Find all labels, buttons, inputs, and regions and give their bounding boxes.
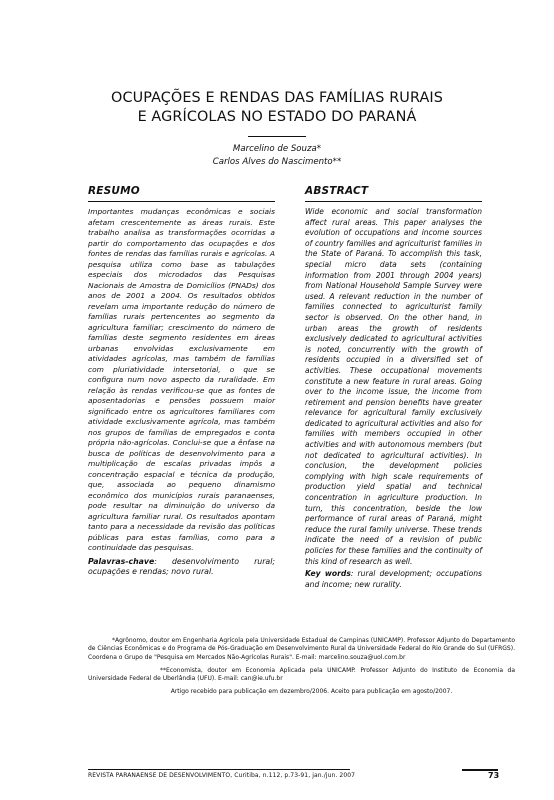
abstract-keywords-label: Key words — [305, 569, 351, 579]
resumo-text: Importantes mudanças econômicas e sociais afetam crescentemente as áreas rurais. Este trabalho analisa as transformações ocorridas a partir do comportamento das ocupações e dos fontes de rendas das famílias rurais e agrícolas. A pesquisa utiliza como base as tabulações especiais dos microdados das Pesquisas Nacionais de Amostra de Domicílios (PNADs) dos anos de 2001 a 2004. Os resultados obtidos revelam uma importante redução do número de famílias rurais pertencentes ao segmento da agricultura familiar; crescimento do número de famílias deste segmento residentes em áreas urbanas envolvidas exclusivamente em atividades agrícolas, mas também de famílias com pluriatividade intersetorial, o que se configura num novo aspecto da ruralidade. Em relação às rendas verificou-se que as fontes de aposentadorias e pensões possuem maior significado entre os agricultores familiares com atividade exclusivamente agrícola, mas também nos grupos de famílias de empregados e conta própria não-agrícolas. Conclui-se que a ênfase na busca de políticas de desenvolvimento para a multiplicação de escalas privadas impôs a concentração espacial e técnica da produção, que, associada ao pequeno dinamismo econômico dos municípios rurais paranaenses, pode resultar na diminuição do universo da agricultura familiar rural. Os resultados apontam tanto para a necessidade da revisão das políticas públicas para estas famílias, como para a continuidade das pesquisas. — [88, 207, 275, 552]
abstract-keywords — [305, 569, 482, 590]
resumo-keywords-label: Palavras-chave — [88, 556, 155, 566]
footnote-author-2: **Economista, doutor em Economia Aplicada pela UNICAMP. Professor Adjunto do Instituto de Economia da Universidade Federal de Uberlândia (UFU). E-mail: can@ie.ufu.br — [88, 666, 515, 683]
footnotes — [88, 637, 515, 702]
abstract-column — [305, 185, 482, 590]
footer-divider — [88, 769, 350, 770]
resumo-keywords-text: : desenvolvimento rural; ocupações e rendas; novo rural. — [88, 556, 275, 577]
abstract-heading: ABSTRACT — [305, 185, 482, 202]
resumo-column — [88, 185, 275, 578]
title-divider — [248, 136, 306, 137]
abstract-text: Wide economic and social transformation affect rural areas. This paper analyses the evolution of occupations and income sources of country families and agriculturist families in the State of Paraná. To accomplish this task, special micro data sets (containing information from 2001 through 2004 years) from National Household Sample Survey were used. A relevant reduction in the number of families connected to agriculturist family sector is observed. On the other hand, in urban areas the growth of residents exclusively dedicated to agricultural activities is noted, concurrently with the growth of residents occupied in a diversified set of activities. These occupational movements constitute a new feature in rural areas. Going over to the income issue, the income from retirement and pension benefits have greater relevance for agricultural family exclusively dedicated to agricultural activities and also for families with members occupied in other activities and with autonomous members (but not dedicated to agricultural activities). In conclusion, the development policies complying with high scale requirements of production yield spatial and technical concentration in agriculture production. In turn, this concentration, beside the low performance of rural areas of Paraná, might reduce the rural family universe. These trends indicate the need of a revision of public policies for these families and the continuity of this kind of research as well. — [305, 207, 482, 566]
journal-citation: REVISTA PARANAENSE DE DESENVOLVIMENTO, Curitiba, n.112, p.73-91, jan./jun. 2007 — [88, 772, 356, 779]
resumo-heading: RESUMO — [88, 185, 275, 202]
author-1: Marcelino de Souza* — [232, 144, 322, 154]
article-title — [40, 89, 514, 127]
title-line-2: E AGRÍCOLAS NO ESTADO DO PARANÁ — [137, 109, 417, 125]
title-line-1: OCUPAÇÕES E RENDAS DAS FAMÍLIAS RURAIS — [111, 90, 443, 106]
footnote-author-1: *Agrônomo, doutor em Engenharia Agrícola pela Universidade Estadual de Campinas (UNICAMP). Professor Adjunto do Departamento de Ciências Econômicas e do Programa de Pós-Graduação em Desenvolvimento Rural da Universidade Federal do Rio Grande do Sul (UFRGS). Coordena o Grupo de "Pesquisa em Mercados Não-Agrícolas Rurais". E-mail: marcelino.souza@uol.com.br — [88, 637, 515, 661]
author-2: Carlos Alves do Nascimento** — [212, 157, 342, 167]
abstract-keywords-text: : rural development; occupations and income; new rurality. — [305, 569, 482, 589]
resumo-keywords — [88, 557, 275, 578]
author-list — [140, 143, 414, 169]
received-note: Artigo recebido para publicação em dezembro/2006. Aceito para publicação em agosto/2007. — [170, 688, 453, 696]
page-number: 73 — [488, 771, 500, 780]
